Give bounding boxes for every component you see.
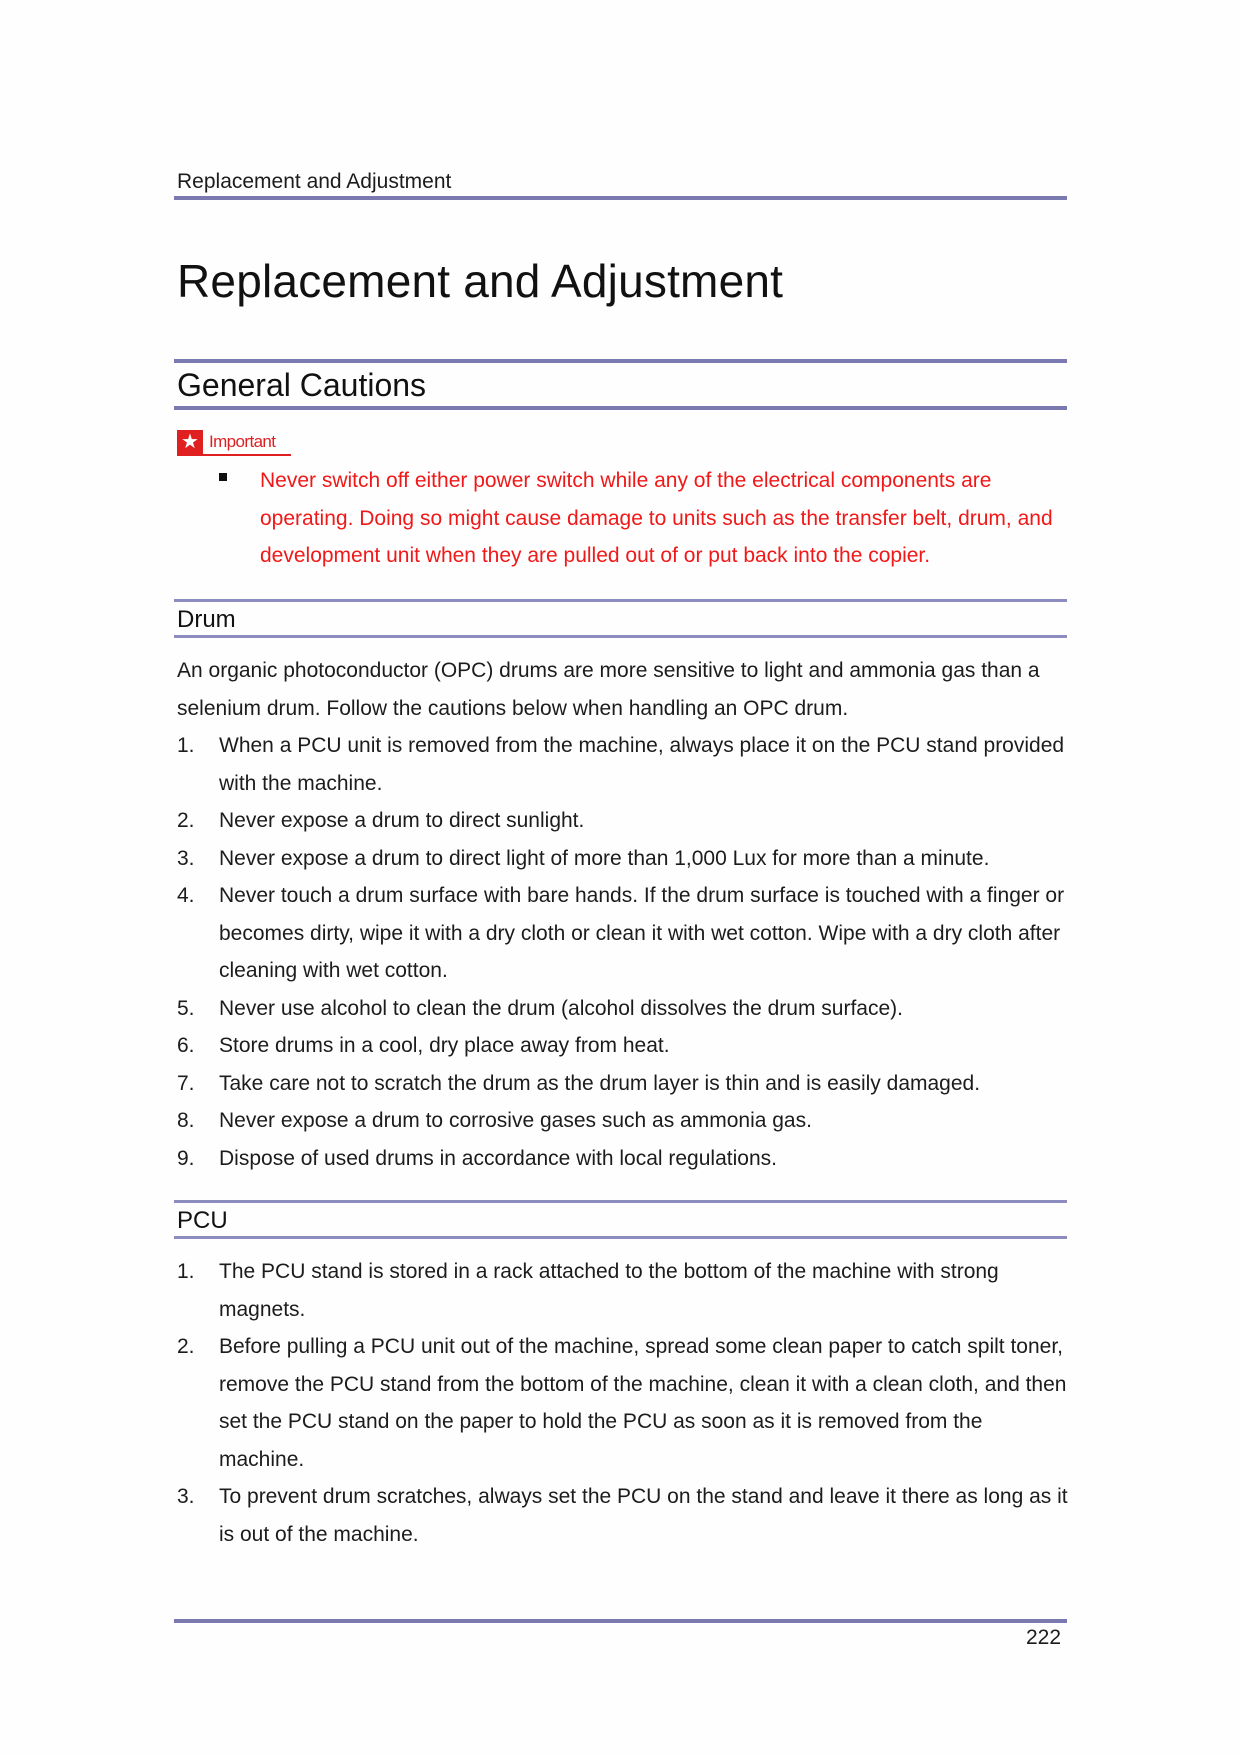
list-item-number: 8. (177, 1109, 195, 1132)
list-item (177, 990, 1072, 1028)
list-item-number: 9. (177, 1146, 195, 1170)
list-item-number: 2. (177, 1335, 195, 1358)
drum-intro: An organic photoconductor (OPC) drums are more sensitive to light and ammonia gas than a selenium drum. Follow the cautions below when handling an OPC drum. (177, 659, 1040, 720)
drum-title: Drum (177, 606, 236, 633)
bullet-icon (219, 473, 227, 481)
list-item-text: Never expose a drum to direct sunlight. (219, 809, 585, 832)
drum-top-rule (174, 599, 1067, 602)
list-item-number: 1. (177, 734, 195, 757)
important-badge (177, 430, 291, 456)
list-item (177, 840, 1072, 878)
drum-caution-list (177, 727, 1072, 1177)
page-title: Replacement and Adjustment (177, 255, 784, 307)
pcu-title: PCU (177, 1207, 228, 1234)
list-item (177, 802, 1072, 840)
list-item (177, 1478, 1072, 1553)
list-item-number: 7. (177, 1071, 195, 1095)
list-item-number: 4. (177, 884, 195, 907)
list-item (177, 877, 1072, 990)
list-item-text: Store drums in a cool, dry place away from heat. (219, 1034, 670, 1057)
list-item-text: The PCU stand is stored in a rack attached to the bottom of the machine with strong magnets. (219, 1260, 999, 1321)
list-item-text: To prevent drum scratches, always set the PCU on the stand and leave it there as long as it is out of the machine. (219, 1485, 1068, 1546)
list-item-number: 1. (177, 1260, 195, 1283)
list-item (177, 727, 1072, 802)
footer-rule (174, 1619, 1067, 1623)
list-item-text: Never expose a drum to direct light of more than 1,000 Lux for more than a minute. (219, 846, 990, 870)
list-item-number: 5. (177, 996, 195, 1020)
list-item (177, 1027, 1072, 1065)
section-top-rule (174, 359, 1067, 363)
star-icon: ★ (177, 430, 203, 454)
list-item (177, 1253, 1072, 1328)
drum-bottom-rule (174, 635, 1067, 638)
list-item (177, 1140, 1072, 1178)
list-item-number: 3. (177, 1485, 195, 1508)
list-item-text: When a PCU unit is removed from the machine, always place it on the PCU stand provided with the machine. (219, 734, 1065, 795)
pcu-bottom-rule (174, 1236, 1067, 1239)
page-number: 222 (1026, 1626, 1062, 1649)
list-item-text: Before pulling a PCU unit out of the machine, spread some clean paper to catch spilt toner, remove the PCU stand from the bottom of the machine, clean it with a clean cloth, and then set the PCU stand on the paper to hold the PCU as soon as it is removed from the machine. (219, 1335, 1067, 1471)
list-item-text: Never use alcohol to clean the drum (alcohol dissolves the drum surface). (219, 996, 903, 1020)
important-label: Important (209, 432, 276, 451)
warning-text: Never switch off either power switch while any of the electrical components are operating. Doing so might cause damage to units such as the transfer belt, drum, and development unit when they are pulled out of or put back into the copier. (260, 469, 1053, 567)
list-item-text: Never touch a drum surface with bare hands. If the drum surface is touched with a finger or becomes dirty, wipe it with a dry cloth or clean it with wet cotton. Wipe with a dry cloth after cleaning with wet cotton. (219, 884, 1065, 982)
pcu-caution-list (177, 1253, 1072, 1553)
running-header: Replacement and Adjustment (177, 170, 452, 193)
list-item-number: 6. (177, 1034, 195, 1057)
section-title: General Cautions (177, 367, 427, 403)
list-item-number: 2. (177, 809, 195, 832)
pcu-top-rule (174, 1200, 1067, 1203)
list-item-number: 3. (177, 846, 195, 870)
list-item (177, 1328, 1072, 1478)
section-bottom-rule (174, 406, 1067, 410)
list-item-text: Take care not to scratch the drum as the drum layer is thin and is easily damaged. (219, 1071, 981, 1095)
list-item (177, 1065, 1072, 1103)
list-item-text: Dispose of used drums in accordance with local regulations. (219, 1146, 777, 1170)
list-item (177, 1102, 1072, 1140)
header-rule (174, 196, 1067, 200)
list-item-text: Never expose a drum to corrosive gases such as ammonia gas. (219, 1109, 812, 1132)
